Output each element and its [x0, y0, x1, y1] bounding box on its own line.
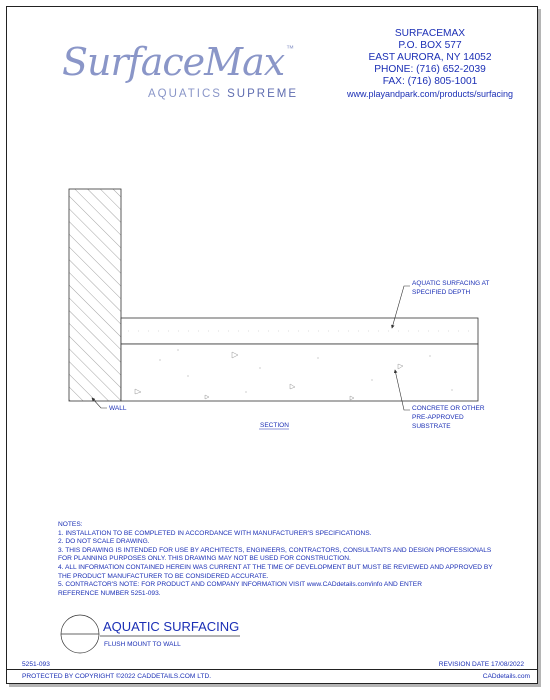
caddetails-link[interactable]: CADdetails.com [482, 673, 530, 680]
wall-section [69, 189, 121, 401]
callout-surfacing [412, 279, 489, 297]
note-line: 3. THIS DRAWING IS INTENDED FOR USE BY ARCHITECTS, ENGINEERS, CONTRACTORS, CONSULTANTS AND DESIGN PROFESSIONALS [58, 546, 492, 554]
company-website: www.playandpark.com/products/surfacing [346, 89, 514, 99]
copyright-notice: PROTECTED BY COPYRIGHT ©2022 CADDETAILS.COM LTD. [22, 673, 212, 680]
company-phone: PHONE: (716) 652-2039 [374, 64, 486, 75]
note-line: 4. ALL INFORMATION CONTAINED HEREIN WAS CURRENT AT THE TIME OF DEVELOPMENT BUT MUST BE REVIEWED AND APPROVED BY [58, 563, 493, 571]
note-line: THE PRODUCT MANUFACTURER TO BE CONSIDERED ACCURATE. [58, 572, 269, 580]
notes-heading: NOTES: [58, 521, 83, 528]
company-fax: FAX: (716) 805-1001 [382, 76, 478, 87]
drawing-title: AQUATIC SURFACING [103, 619, 240, 634]
logo-wordmark: SurfaceMax [62, 40, 285, 84]
note-line: 1. INSTALLATION TO BE COMPLETED IN ACCORDANCE WITH MANUFACTURER'S SPECIFICATIONS. [58, 529, 372, 537]
callout-surfacing-line-2: SPECIFIED DEPTH [412, 289, 471, 296]
reference-number: 5251-093 [22, 661, 50, 668]
callout-concrete-line-3: SUBSTRATE [412, 423, 451, 430]
note-line: REFERENCE NUMBER 5251-093. [58, 589, 161, 597]
note-line: 5. CONTRACTOR'S NOTE: FOR PRODUCT AND COMPANY INFORMATION VISIT www.CADdetails.com/info AND ENTER [58, 581, 422, 589]
surfacing-layer [121, 318, 478, 344]
callout-concrete [412, 404, 485, 431]
logo-tagline-aquatics: AQUATICS [148, 88, 228, 100]
note-line: FOR PLANNING PURPOSES ONLY. THIS DRAWING MAY NOT BE USED FOR CONSTRUCTION. [58, 555, 351, 563]
company-name: SURFACEMAX [394, 28, 466, 39]
callout-wall: WALL [109, 405, 127, 412]
drawing-subtitle: FLUSH MOUNT TO WALL [104, 641, 181, 648]
company-po-box: P.O. BOX 577 [398, 40, 462, 51]
callout-concrete-line-2: PRE-APPROVED [412, 414, 464, 421]
logo-trademark: ™ [286, 44, 294, 53]
section-label: SECTION [260, 422, 289, 429]
company-city: EAST AURORA, NY 14052 [368, 52, 492, 63]
callout-concrete-line-1: CONCRETE OR OTHER [412, 405, 485, 412]
revision-date: REVISION DATE 17/08/2022 [438, 661, 524, 668]
note-line: 2. DO NOT SCALE DRAWING. [58, 538, 150, 546]
logo-tagline-supreme: SUPREME [227, 88, 299, 100]
notes-block [58, 521, 493, 598]
callout-surfacing-line-1: AQUATIC SURFACING AT [412, 280, 490, 287]
concrete-substrate [121, 344, 478, 401]
